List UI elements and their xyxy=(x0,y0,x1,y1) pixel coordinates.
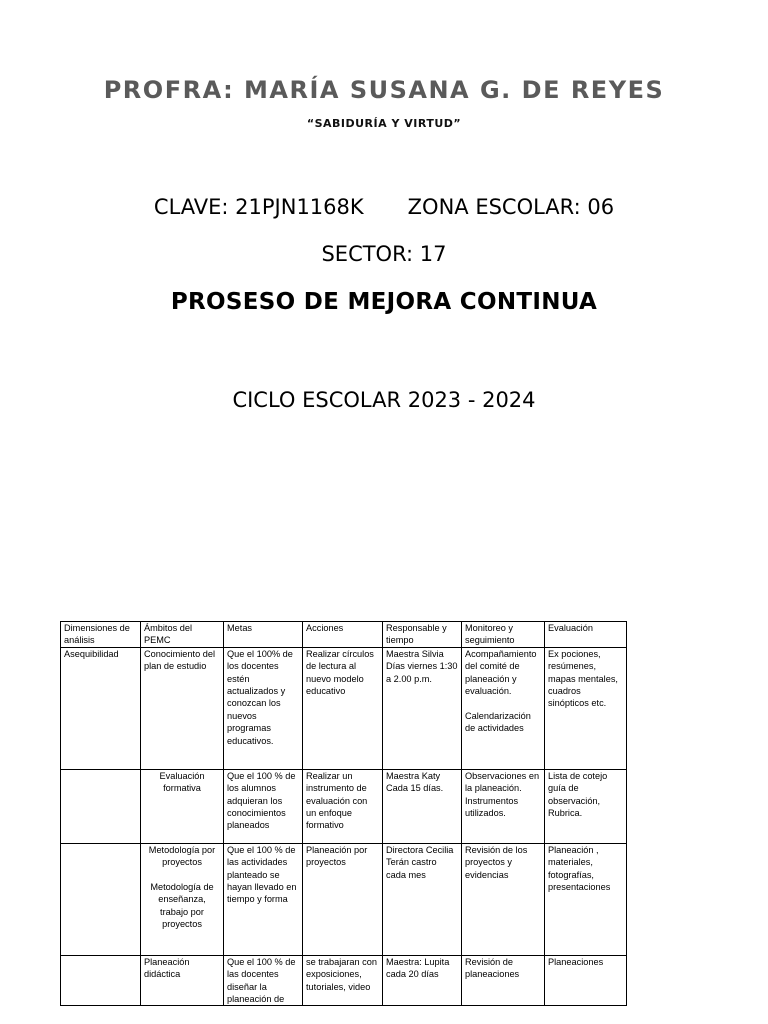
column-header-monitoreo: Monitoreo y seguimiento xyxy=(462,622,545,648)
table-row xyxy=(61,647,627,769)
column-header-acciones: Acciones xyxy=(303,622,383,648)
table-cell: Maestra Katy Cada 15 días. xyxy=(383,769,462,843)
table-cell: Acompañamiento del comité de planeación y evaluación. Calendarización de actividades xyxy=(462,647,545,769)
school-motto: “SABIDURÍA Y VIRTUD” xyxy=(306,117,462,130)
table-cell: Asequibilidad xyxy=(61,647,141,769)
table-cell xyxy=(61,769,141,843)
table-cell: Revisión de planeaciones xyxy=(462,955,545,1006)
table-cell: Planeación didáctica xyxy=(141,955,224,1006)
table-cell: Que el 100% de los docentes estén actualizados y conozcan los nuevos programas educativos. xyxy=(224,647,303,769)
column-header-dimensiones: Dimensiones de análisis xyxy=(61,622,141,648)
table-cell: Lista de cotejo guía de observación, Rubrica. xyxy=(545,769,627,843)
table-cell xyxy=(61,843,141,955)
column-header-metas: Metas xyxy=(224,622,303,648)
table-header-row xyxy=(61,622,627,648)
table-cell: Planeaciones xyxy=(545,955,627,1006)
table-cell: Directora Cecilia Terán castro cada mes xyxy=(383,843,462,955)
school-cycle: CICLO ESCOLAR 2023 - 2024 xyxy=(232,388,536,412)
table-cell: Que el 100 % de los alumnos adquieran los conocimientos planeados xyxy=(224,769,303,843)
pemc-table xyxy=(60,621,627,1006)
table-cell: Metodología por proyectos Metodología de enseñanza, trabajo por proyectos xyxy=(141,843,224,955)
table-row xyxy=(61,769,627,843)
column-header-evaluacion: Evaluación xyxy=(545,622,627,648)
document-title: PROSESO DE MEJORA CONTINUA xyxy=(170,289,598,315)
school-sector: SECTOR: 17 xyxy=(321,242,447,266)
table-cell: Revisión de los proyectos y evidencias xyxy=(462,843,545,955)
table-cell: Que el 100 % de las actividades planteado se hayan llevado en tiempo y forma xyxy=(224,843,303,955)
table-cell: Observaciones en la planeación. Instrumentos utilizados. xyxy=(462,769,545,843)
column-header-ambitos: Ámbitos del PEMC xyxy=(141,622,224,648)
table-cell: Conocimiento del plan de estudio xyxy=(141,647,224,769)
table-cell: Planeación por proyectos xyxy=(303,843,383,955)
school-zone: ZONA ESCOLAR: 06 xyxy=(407,195,615,219)
school-clave: CLAVE: 21PJN1168K xyxy=(153,195,364,219)
school-codes xyxy=(0,195,768,219)
table-cell xyxy=(61,955,141,1006)
table-cell: se trabajaran con exposiciones, tutoriales, video xyxy=(303,955,383,1006)
table-row xyxy=(61,955,627,1006)
column-header-responsable: Responsable y tiempo xyxy=(383,622,462,648)
table-cell: Que el 100 % de las docentes diseñar la planeación de xyxy=(224,955,303,1006)
table-cell: Maestra Silvia Días viernes 1:30 a 2.00 p.m. xyxy=(383,647,462,769)
table-cell: Maestra: Lupita cada 20 días xyxy=(383,955,462,1006)
table-cell: Planeación , materiales, fotografías, presentaciones xyxy=(545,843,627,955)
teacher-name: PROFRA: MARÍA SUSANA G. DE REYES xyxy=(103,76,665,104)
table-cell: Evaluación formativa xyxy=(141,769,224,843)
table-cell: Ex pociones, resúmenes, mapas mentales, cuadros sinópticos etc. xyxy=(545,647,627,769)
table-cell: Realizar un instrumento de evaluación con un enfoque formativo xyxy=(303,769,383,843)
table-row xyxy=(61,843,627,955)
table-cell: Realizar círculos de lectura al nuevo modelo educativo xyxy=(303,647,383,769)
